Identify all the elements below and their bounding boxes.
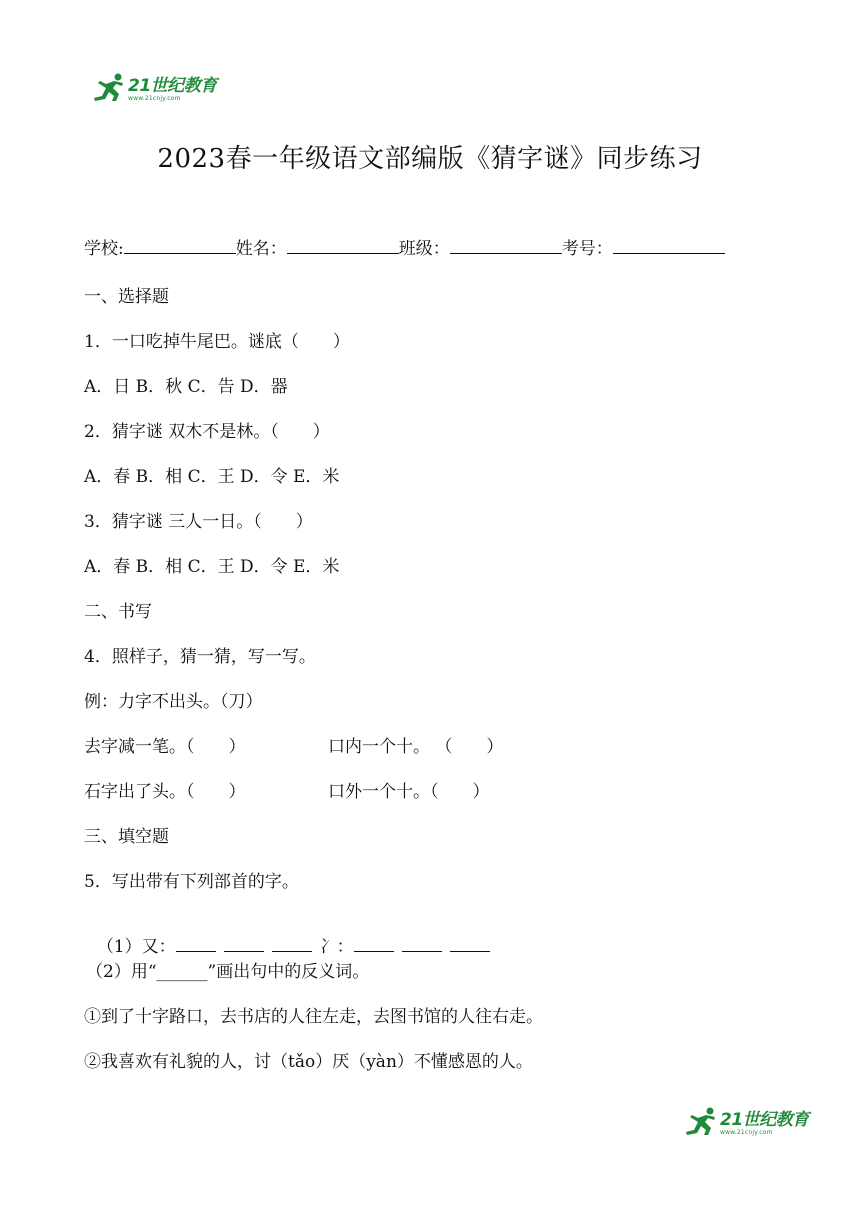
q2-options: A．春 B．相 C．王 D．令 E．米 xyxy=(84,467,340,487)
page-title: 2023春一年级语文部编版《猜字谜》同步练习 xyxy=(157,144,703,174)
fill-blank[interactable] xyxy=(176,935,216,952)
q4-item-b1: 石字出了头。（ ） xyxy=(84,782,246,802)
name-blank[interactable] xyxy=(287,235,399,254)
q5-sentence-1: ①到了十字路口，去书店的人往左走，去图书馆的人往右走。 xyxy=(84,1007,543,1027)
q5-part1-label: （1）又： xyxy=(96,937,176,957)
q4-item-a2: 口内一个十。 （ ） xyxy=(328,737,504,757)
logo-bottom xyxy=(684,1106,809,1136)
logo-url: www.21cnjy.com xyxy=(128,95,181,102)
exam-no-blank[interactable] xyxy=(613,235,725,254)
q5-stem: 5．写出带有下列部首的字。 xyxy=(84,872,299,892)
fill-blank[interactable] xyxy=(402,935,442,952)
q1-stem: 1．一口吃掉牛尾巴。谜底（ ） xyxy=(84,332,350,352)
section-heading-2: 二、书写 xyxy=(84,602,152,622)
school-blank[interactable] xyxy=(124,235,236,254)
q3-options: A．春 B．相 C．王 D．令 E．米 xyxy=(84,557,340,577)
logo-brand: 21世纪教育 xyxy=(720,1110,809,1130)
q5-part2: （2）用“______”画出句中的反义词。 xyxy=(86,962,370,982)
fill-blank[interactable] xyxy=(450,935,490,952)
runner-icon xyxy=(684,1106,718,1136)
section-heading-3: 三、填空题 xyxy=(84,827,169,847)
section-heading-1: 一、选择题 xyxy=(84,287,169,307)
q2-stem: 2．猜字谜 双木不是林。（ ） xyxy=(84,422,330,442)
fill-blank[interactable] xyxy=(272,935,312,952)
q5-part1-radical2: 冫： xyxy=(319,937,354,957)
q4-item-b2: 口外一个十。（ ） xyxy=(328,782,490,802)
q3-stem: 3．猜字谜 三人一日。（ ） xyxy=(84,512,313,532)
exam-no-label: 考号： xyxy=(561,239,613,259)
fill-blank[interactable] xyxy=(354,935,394,952)
runner-icon xyxy=(92,72,126,102)
fill-blank[interactable] xyxy=(224,935,264,952)
class-blank[interactable] xyxy=(450,235,562,254)
q1-options: A．日 B．秋 C．告 D．器 xyxy=(84,377,288,397)
name-label: 姓名： xyxy=(235,239,287,259)
logo-url: www.21cnjy.com xyxy=(720,1129,773,1136)
q5-sentence-2: ②我喜欢有礼貌的人，讨（tǎo）厌（yàn）不懂感恩的人。 xyxy=(84,1052,533,1072)
q5-part1 xyxy=(86,912,498,957)
q4-example: 例：力字不出头。（刀） xyxy=(84,692,263,712)
q4-item-a1: 去字减一笔。（ ） xyxy=(84,737,246,757)
logo-brand: 21世纪教育 xyxy=(128,76,217,96)
logo-top xyxy=(92,72,217,102)
class-label: 班级： xyxy=(398,239,450,259)
school-label: 学校: xyxy=(84,239,124,259)
q4-stem: 4．照样子，猜一猜，写一写。 xyxy=(84,647,316,667)
student-info-row xyxy=(84,234,725,259)
